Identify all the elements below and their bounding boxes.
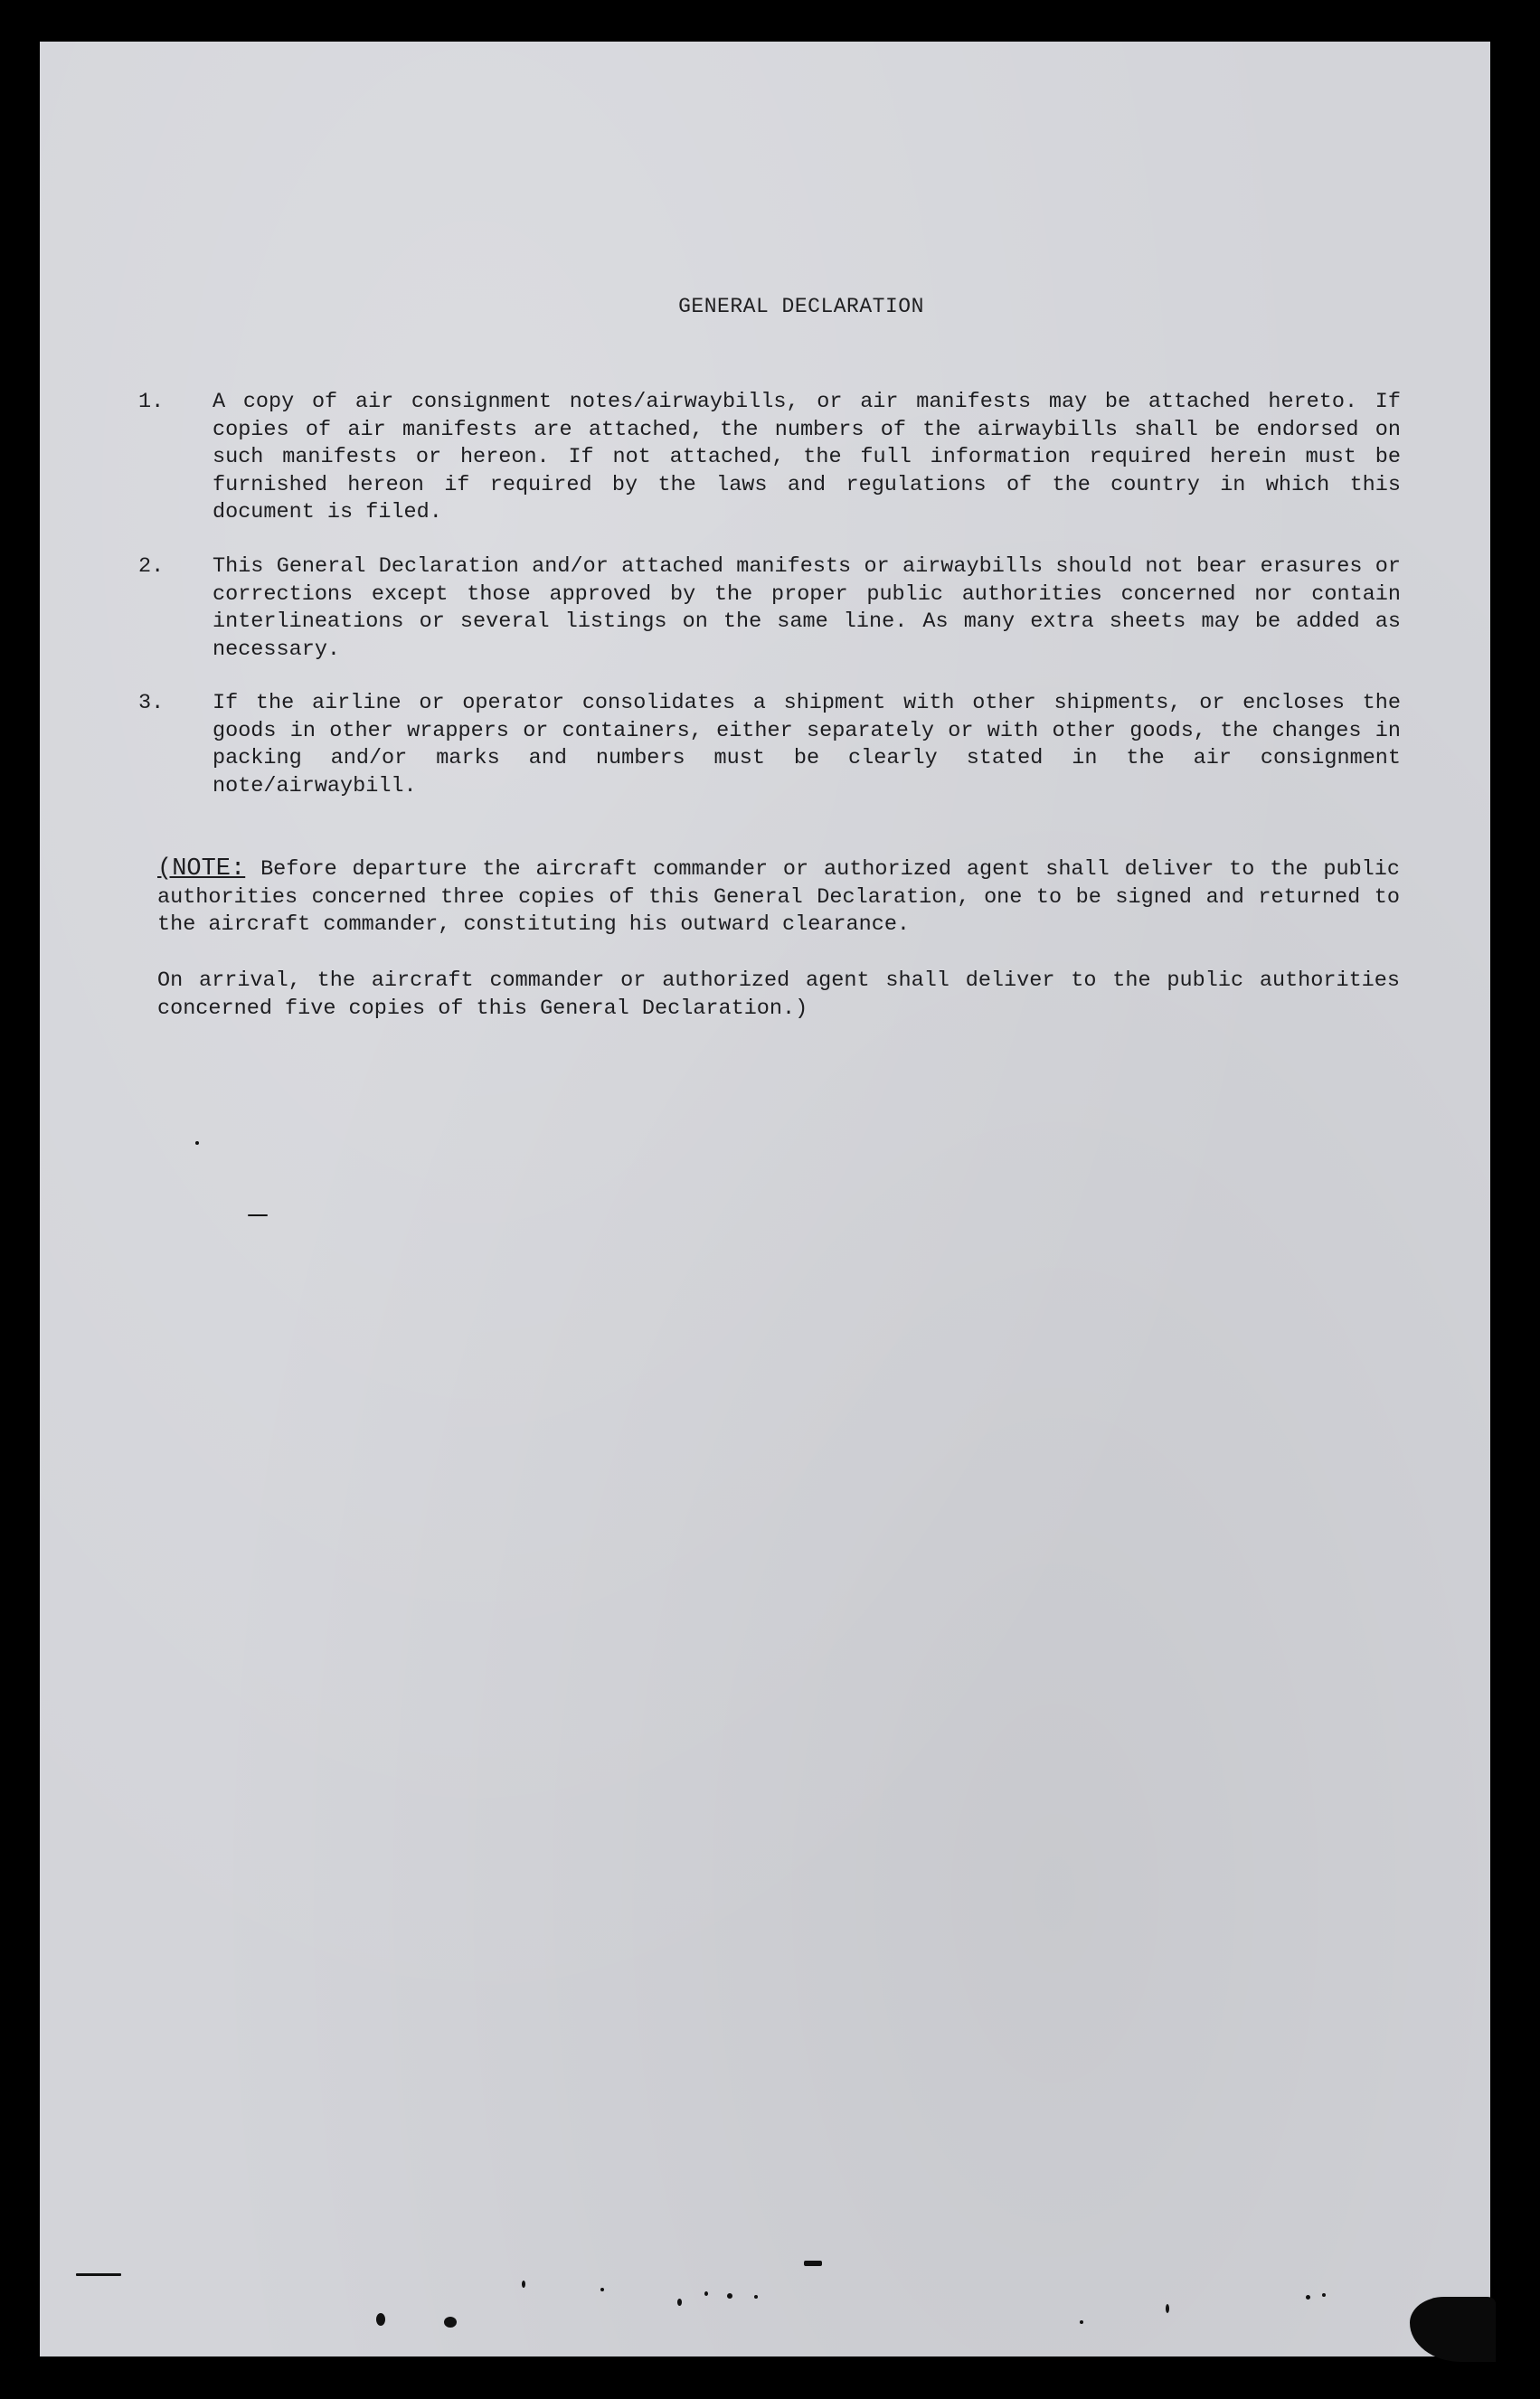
declaration-item-1	[138, 389, 1401, 527]
scan-speck	[600, 2288, 604, 2291]
note-arrival	[157, 968, 1400, 1023]
scan-speck	[522, 2281, 525, 2288]
item-text: A copy of air consignment notes/airwaybills, or air manifests may be attached hereto. If copies of air manifests are attached, the numbers of the airwaybills shall be endorsed on such manifests or hereon. If not attached, the full information required herein must be furnished hereon if required by the laws and regulations of the country in which this document is filed.	[213, 390, 1401, 524]
scan-speck	[1306, 2295, 1310, 2300]
note-departure-text: Before departure the aircraft commander or authorized agent shall deliver to the public authorities concerned three copies of this General Declaration, one to be signed and returned to the aircraft commander, constituting his outward clearance.	[157, 857, 1400, 937]
scan-speck	[1322, 2293, 1326, 2297]
note-departure	[157, 855, 1400, 940]
scan-speck	[677, 2299, 682, 2306]
declaration-item-3	[138, 690, 1401, 800]
scan-speck	[1166, 2304, 1169, 2313]
item-text: This General Declaration and/or attached manifests or airwaybills should not bear erasures or corrections except those approved by the proper public authorities concerned nor contain interlineations or several listings on the same line. As many extra sheets may be added as necessary.	[213, 554, 1401, 662]
scan-speck	[376, 2313, 385, 2326]
item-number: 1.	[138, 390, 165, 414]
scan-speck	[704, 2291, 708, 2296]
scan-speck	[754, 2295, 758, 2299]
note-label: (NOTE:	[157, 855, 246, 883]
scan-speck	[1080, 2320, 1083, 2324]
declaration-item-2	[138, 553, 1401, 664]
document-title: GENERAL DECLARATION	[678, 295, 924, 318]
scan-speck	[804, 2261, 822, 2266]
item-number: 3.	[138, 691, 165, 715]
note-arrival-text: On arrival, the aircraft commander or authorized agent shall deliver to the public authorities concerned five copies of this General Declaration.)	[157, 968, 1400, 1021]
scan-speck	[727, 2293, 732, 2299]
item-number: 2.	[138, 554, 165, 579]
scan-speck	[195, 1141, 199, 1145]
scan-speck	[248, 1214, 268, 1216]
scan-speck	[444, 2317, 457, 2328]
item-text: If the airline or operator consolidates a shipment with other shipments, or encloses the goods in other wrappers or containers, either separately or with other goods, the changes in packing and/or marks and numbers must be clearly stated in the air consignment note/airwaybill.	[213, 691, 1401, 798]
document-page	[40, 42, 1490, 2356]
scan-corner-blot	[1410, 2297, 1496, 2362]
scan-speck	[76, 2273, 121, 2276]
